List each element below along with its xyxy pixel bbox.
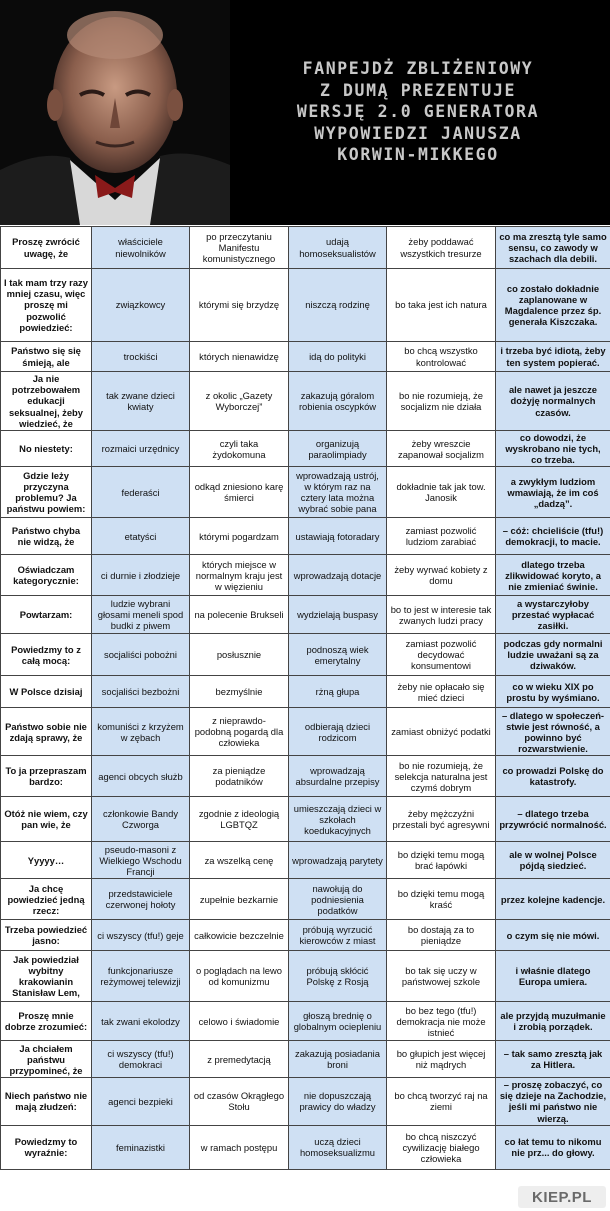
table-cell: żeby wyrwać kobiety z domu — [387, 555, 496, 596]
table-cell: Niech państwo nie mają złudzeń: — [1, 1078, 92, 1125]
table-cell: i właśnie dlatego Europa umiera. — [496, 951, 610, 1002]
table-cell: uczą dzieci homoseksualizmu — [289, 1125, 387, 1169]
headline-line: WYPOWIEDZI JANUSZA — [314, 123, 522, 143]
table-row — [1, 797, 610, 842]
table-cell: Otóż nie wiem, czy pan wie, że — [1, 797, 92, 842]
table-row — [1, 756, 610, 797]
table-cell: niszczą rodzinę — [289, 269, 387, 342]
table-cell: – proszę zobaczyć, co się dzieje na Zachodzie, jeśli mi państwo nie wierzą. — [496, 1078, 610, 1125]
table-cell: organizują paraolimpiady — [289, 431, 387, 467]
table-row — [1, 596, 610, 634]
table-cell: To ja przepraszam bardzo: — [1, 756, 92, 797]
table-cell: posłusznie — [190, 634, 289, 676]
table-cell: Państwo się się śmieją, ale — [1, 342, 92, 372]
table-row — [1, 1125, 610, 1169]
table-cell: socjaliści bezbożni — [92, 676, 190, 708]
table-cell: bo bez tego (tfu!) demokracja nie może istnieć — [387, 1002, 496, 1041]
table-cell: Yyyyy… — [1, 842, 92, 879]
table-cell: co w wieku XIX po prostu by wyśmiano. — [496, 676, 610, 708]
table-cell: socjaliści pobożni — [92, 634, 190, 676]
table-cell: co dowodzi, że wyskrobano nie tych, co trzeba. — [496, 431, 610, 467]
table-cell: całkowicie bezczelnie — [190, 920, 289, 951]
table-cell: ale przyjdą muzułmanie i zrobią porządek. — [496, 1002, 610, 1041]
table-cell: próbują skłócić Polskę z Rosją — [289, 951, 387, 1002]
table-cell: o poglądach na lewo od komunizmu — [190, 951, 289, 1002]
table-cell: bo nie rozumieją, że socjalizm nie działa — [387, 372, 496, 431]
table-cell: ustawiają fotoradary — [289, 518, 387, 555]
table-cell: bo dostają za to pieniądze — [387, 920, 496, 951]
table-cell: zupełnie bezkarnie — [190, 879, 289, 920]
table-cell: za wszelką cenę — [190, 842, 289, 879]
table-cell: członkowie Bandy Czworga — [92, 797, 190, 842]
table-row — [1, 555, 610, 596]
table-cell: Oświadczam kategorycznie: — [1, 555, 92, 596]
table-cell: funkcjonariusze reżymowej telewizji — [92, 951, 190, 1002]
table-cell: idą do polityki — [289, 342, 387, 372]
table-cell: i trzeba być idiotą, żeby ten system popierać. — [496, 342, 610, 372]
table-cell: próbują wyrzucić kierowców z miast — [289, 920, 387, 951]
table-cell: którymi się brzydzę — [190, 269, 289, 342]
table-cell: wprowadzają ustrój, w którym raz na cztery lata można wybrać sobie pana — [289, 467, 387, 518]
table-cell: po przeczytaniu Manifestu komunistycznego — [190, 227, 289, 269]
table-cell: bo dzięki temu mogą kraść — [387, 879, 496, 920]
table-cell: umieszczają dzieci w szkołach koedukacyjnych — [289, 797, 387, 842]
table-cell: tak zwani ekolodzy — [92, 1002, 190, 1041]
table-cell: ci wszyscy (tfu!) demokraci — [92, 1041, 190, 1078]
table-cell: podczas gdy normalni ludzie uważani są za dziwaków. — [496, 634, 610, 676]
table-cell: bo głupich jest więcej niż mądrych — [387, 1041, 496, 1078]
table-cell: żeby wreszcie zapanował socjalizm — [387, 431, 496, 467]
table-cell: zakazują góralom robienia oscypków — [289, 372, 387, 431]
table-cell: co zostało dokładnie zaplanowane w Magdalence przez śp. generała Kiszczaka. — [496, 269, 610, 342]
table-cell: wprowadzają dotacje — [289, 555, 387, 596]
table-cell: komuniści z krzyżem w zębach — [92, 708, 190, 756]
table-cell: Proszę zwrócić uwagę, że — [1, 227, 92, 269]
table-cell: nawołują do podniesienia podatków — [289, 879, 387, 920]
table-cell: Ja chcę powiedzieć jedną rzecz: — [1, 879, 92, 920]
table-cell: Powiedzmy to wyraźnie: — [1, 1125, 92, 1169]
table-row — [1, 431, 610, 467]
table-cell: zamiast obniżyć podatki — [387, 708, 496, 756]
table-row — [1, 269, 610, 342]
table-cell: federaści — [92, 467, 190, 518]
table-cell: których miejsce w normalnym kraju jest w więzieniu — [190, 555, 289, 596]
table-cell: odkąd zniesiono karę śmierci — [190, 467, 289, 518]
table-cell: etatyści — [92, 518, 190, 555]
table-cell: dlatego trzeba zlikwidować koryto, a nie zmieniać świnie. — [496, 555, 610, 596]
generator-table — [0, 226, 610, 1170]
table-cell: ludzie wybrani głosami meneli spod budki z piwem — [92, 596, 190, 634]
table-cell: Ja chciałem państwu przypomineć, że — [1, 1041, 92, 1078]
table-cell: Państwo chyba nie widzą, że — [1, 518, 92, 555]
table-row — [1, 1002, 610, 1041]
table-cell: zgodnie z ideologią LGBTQZ — [190, 797, 289, 842]
table-cell: trockiści — [92, 342, 190, 372]
table-cell: zakazują posiadania broni — [289, 1041, 387, 1078]
table-row — [1, 842, 610, 879]
table-cell: co ma zresztą tyle samo sensu, co zawody w szachach dla debili. — [496, 227, 610, 269]
table-cell: żeby poddawać wszystkich tresurze — [387, 227, 496, 269]
table-cell: I tak mam trzy razy mniej czasu, więc proszę mi pozwolić powiedzieć: — [1, 269, 92, 342]
table-cell: ci wszyscy (tfu!) geje — [92, 920, 190, 951]
table-cell: bo nie rozumieją, że selekcja naturalna jest czymś dobrym — [387, 756, 496, 797]
table-cell: W Polsce dzisiaj — [1, 676, 92, 708]
table-cell: wprowadzają absurdalne przepisy — [289, 756, 387, 797]
table-cell: udają homoseksualistów — [289, 227, 387, 269]
table-cell: wprowadzają parytety — [289, 842, 387, 879]
table-cell: którymi pogardzam — [190, 518, 289, 555]
table-row — [1, 227, 610, 269]
table-cell: – tak samo zresztą jak za Hitlera. — [496, 1041, 610, 1078]
table-cell: zamiast pozwolić decydować konsumentowi — [387, 634, 496, 676]
table-cell: głoszą brednię o globalnym ociepleniu — [289, 1002, 387, 1041]
table-cell: bezmyślnie — [190, 676, 289, 708]
table-cell: bo chcą niszczyć cywilizację białego człowieka — [387, 1125, 496, 1169]
table-cell: w ramach postępu — [190, 1125, 289, 1169]
table-cell: pseudo-masoni z Wielkiego Wschodu Francji — [92, 842, 190, 879]
table-cell: od czasów Okrągłego Stołu — [190, 1078, 289, 1125]
portrait-image — [0, 0, 230, 225]
table-cell: Powtarzam: — [1, 596, 92, 634]
table-cell: co łat temu to nikomu nie prz... do głowy. — [496, 1125, 610, 1169]
table-cell: związkowcy — [92, 269, 190, 342]
table-row — [1, 634, 610, 676]
table-cell: z okolic „Gazety Wyborczej” — [190, 372, 289, 431]
table-cell: celowo i świadomie — [190, 1002, 289, 1041]
table-cell: Powiedzmy to z całą mocą: — [1, 634, 92, 676]
table-cell: przedstawiciele czerwonej hołoty — [92, 879, 190, 920]
table-cell: agenci obcych służb — [92, 756, 190, 797]
table-cell: właściciele niewolników — [92, 227, 190, 269]
table-cell: rżną głupa — [289, 676, 387, 708]
table-cell: rozmaici urzędnicy — [92, 431, 190, 467]
table-cell: Trzeba powiedzieć jasno: — [1, 920, 92, 951]
table-row — [1, 879, 610, 920]
table-cell: bo dzięki temu mogą brać łapówki — [387, 842, 496, 879]
table-cell: feminazistki — [92, 1125, 190, 1169]
table-cell: bo chcą wszystko kontrolować — [387, 342, 496, 372]
headline-line: Z DUMĄ PREZENTUJE — [319, 80, 517, 100]
table-cell: bo taka jest ich natura — [387, 269, 496, 342]
table-cell: ci durnie i złodzieje — [92, 555, 190, 596]
table-row — [1, 920, 610, 951]
table-cell: Gdzie leży przyczyna problemu? Ja państwu powiem: — [1, 467, 92, 518]
table-row — [1, 676, 610, 708]
table-cell: żeby nie opłacało się mieć dzieci — [387, 676, 496, 708]
table-cell: bo to jest w interesie tak zwanych ludzi pracy — [387, 596, 496, 634]
table-cell: dokładnie tak jak tow. Janosik — [387, 467, 496, 518]
table-cell: podnoszą wiek emerytalny — [289, 634, 387, 676]
table-cell: co prowadzi Polskę do katastrofy. — [496, 756, 610, 797]
table-cell: nie dopuszczają prawicy do władzy — [289, 1078, 387, 1125]
table-cell: tak zwane dzieci kwiaty — [92, 372, 190, 431]
table-cell: przez kolejne kadencje. — [496, 879, 610, 920]
table-row — [1, 708, 610, 756]
table-row — [1, 951, 610, 1002]
table-cell: odbierają dzieci rodzicom — [289, 708, 387, 756]
table-cell: na polecenie Brukseli — [190, 596, 289, 634]
table-cell: Państwo sobie nie zdają sprawy, że — [1, 708, 92, 756]
table-cell: z premedytacją — [190, 1041, 289, 1078]
table-cell: Proszę mnie dobrze zrozumieć: — [1, 1002, 92, 1041]
table-cell: zamiast pozwolić ludziom zarabiać — [387, 518, 496, 555]
table-cell: bo chcą tworzyć raj na ziemi — [387, 1078, 496, 1125]
table-cell: No niestety: — [1, 431, 92, 467]
table-row — [1, 467, 610, 518]
table-row — [1, 518, 610, 555]
headline-title — [238, 58, 598, 166]
table-cell: – cóż: chcieliście (tfu!) demokracji, to macie. — [496, 518, 610, 555]
table-cell: – dlatego w społeczeń- stwie jest równość, a powinno być rozwarstwienie. — [496, 708, 610, 756]
header-banner — [0, 0, 610, 225]
table-row — [1, 372, 610, 431]
headline-line: WERSJĘ 2.0 GENERATORA — [296, 102, 540, 121]
table-cell: Jak powiedział wybitny krakowianin Stanisław Lem, — [1, 951, 92, 1002]
table-cell: z nieprawdo- podobną pogardą dla człowieka — [190, 708, 289, 756]
headline-line: KORWIN-MIKKEGO — [337, 145, 499, 164]
table-cell: wydzielają buspasy — [289, 596, 387, 634]
table-row — [1, 342, 610, 372]
table-cell: ale w wolnej Polsce pójdą siedzieć. — [496, 842, 610, 879]
site-watermark: KIEP.PL — [518, 1186, 606, 1208]
table-cell: – dlatego trzeba przywrócić normalność. — [496, 797, 610, 842]
table-cell: o czym się nie mówi. — [496, 920, 610, 951]
table-cell: za pieniądze podatników — [190, 756, 289, 797]
table-cell: ale nawet ja jeszcze dożyję normalnych czasów. — [496, 372, 610, 431]
table-cell: Ja nie potrzebowałem edukacji seksualnej, żeby wiedzieć, że — [1, 372, 92, 431]
table-cell: agenci bezpieki — [92, 1078, 190, 1125]
table-cell: żeby mężczyźni przestali być agresywni — [387, 797, 496, 842]
table-row — [1, 1078, 610, 1125]
headline-line: FANPEJDŻ ZBLIŻENIOWY — [302, 59, 534, 78]
table-cell: a zwykłym ludziom wmawiają, że im coś „dadzą”. — [496, 467, 610, 518]
table-row — [1, 1041, 610, 1078]
table-cell: których nienawidzę — [190, 342, 289, 372]
table-cell: a wystarczyłoby przestać wypłacać zasiłki. — [496, 596, 610, 634]
table-cell: czyli taka żydokomuna — [190, 431, 289, 467]
table-cell: bo tak się uczy w państwowej szkole — [387, 951, 496, 1002]
